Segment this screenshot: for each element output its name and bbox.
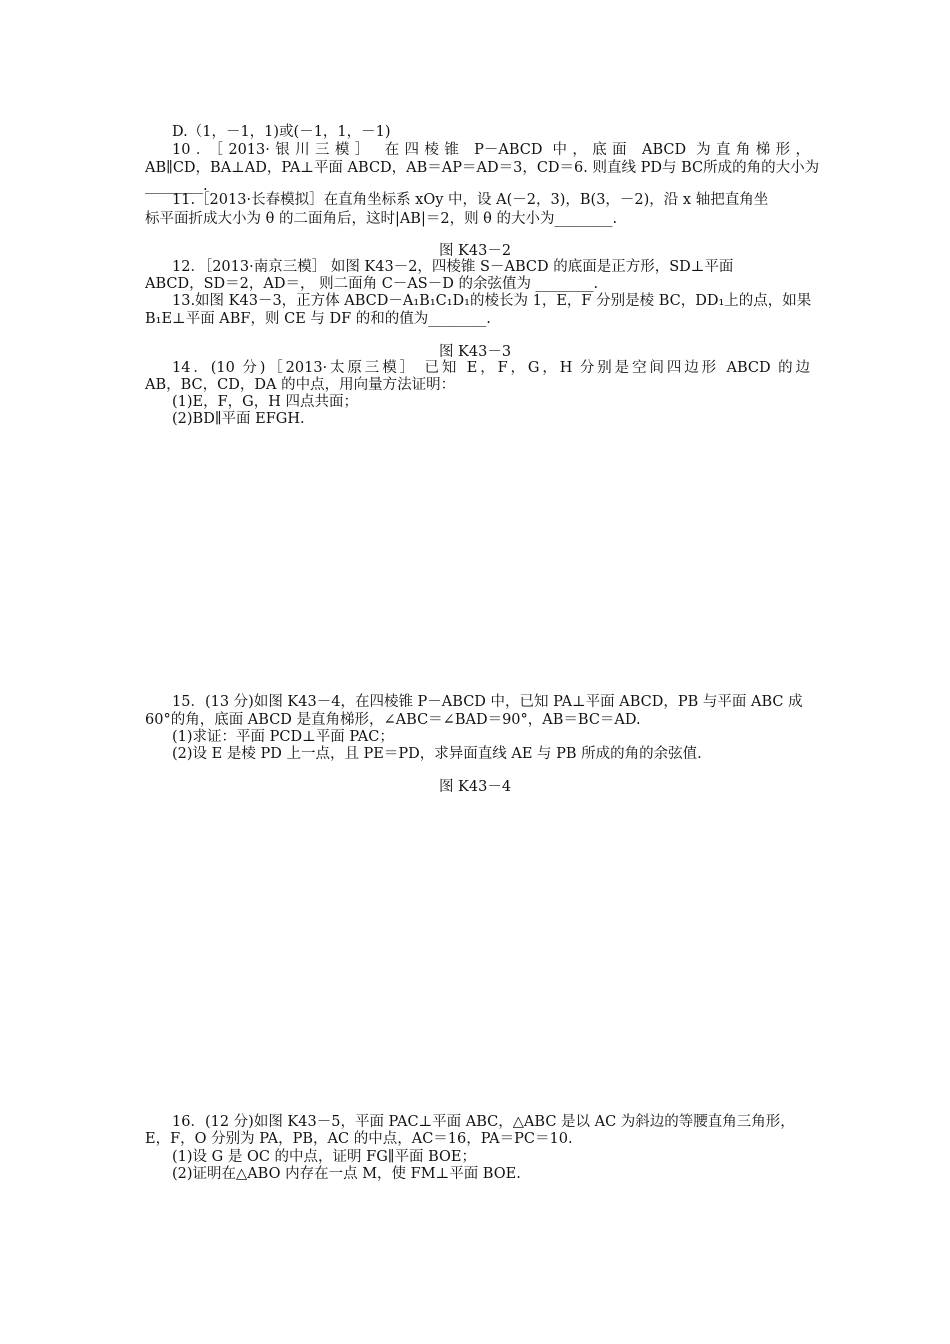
q14-part-2: (2)BD∥平面 EFGH. <box>172 411 305 427</box>
q15-part-2: (2)设 E 是棱 PD 上一点，且 PE＝PD，求异面直线 AE 与 PB 所成的角的余弦值. <box>172 746 702 762</box>
q14-part-1: (1)E，F，G，H 四点共面； <box>172 394 359 410</box>
q13-line-2: B₁E⊥平面 ABF，则 CE 与 DF 的和的值为________. <box>145 311 491 327</box>
q12-line-1: 12．［2013·南京三模］ 如图 K43－2，四棱锥 S－ABCD 的底面是正方形，SD⊥平面 <box>172 259 734 275</box>
q10-line-2: AB∥CD，BA⊥AD，PA⊥平面 ABCD，AB＝AP＝AD＝3，CD＝6. 则直线 PD与 BC所成的角的大小为 <box>145 160 820 176</box>
option-d-line: D.（1，－1，1)或(－1，1，－1) <box>172 124 391 140</box>
q10-line-3: ________. <box>145 178 208 194</box>
q13-line-1: 13.如图 K43－3，正方体 ABCD－A₁B₁C₁D₁的棱长为 1，E，F 分别是棱 BC，DD₁上的点，如果 <box>172 293 812 309</box>
q16-line-2: E，F，O 分别为 PA，PB，AC 的中点，AC＝16，PA＝PC＝10. <box>145 1131 573 1147</box>
q16-part-2: (2)证明在△ABO 内存在一点 M，使 FM⊥平面 BOE. <box>172 1166 521 1182</box>
q11-line-1: 11.［2013·长春模拟］在直角坐标系 xOy 中，设 A(－2，3)，B(3，－2)，沿 x 轴把直角坐 <box>172 192 769 208</box>
q14-line-1: 14．(10 分)［2013·太原三模］ 已知 E，F，G，H 分别是空间四边形 ABCD 的边 <box>172 360 810 376</box>
q10-line-1: 10．［2013·银川三模］ 在四棱锥 P－ABCD 中，底面 ABCD 为直角梯形， <box>172 142 810 158</box>
q16-line-1: 16．(12 分)如图 K43－5，平面 PAC⊥平面 ABC，△ABC 是以 AC 为斜边的等腰直角三角形， <box>172 1114 795 1130</box>
figure-caption-k43-4: 图 K43－4 <box>438 779 512 795</box>
q14-line-2: AB，BC，CD，DA 的中点，用向量方法证明： <box>145 377 456 393</box>
q15-line-1: 15．(13 分)如图 K43－4，在四棱锥 P－ABCD 中，已知 PA⊥平面 ABCD，PB 与平面 ABC 成 <box>172 694 803 710</box>
figure-caption-k43-2: 图 K43－2 <box>438 243 512 259</box>
q16-part-1: (1)设 G 是 OC 的中点，证明 FG∥平面 BOE； <box>172 1149 476 1165</box>
q12-line-2: ABCD，SD＝2，AD＝， 则二面角 C－AS－D 的余弦值为 ________. <box>145 276 599 292</box>
q15-line-2: 60°的角，底面 ABCD 是直角梯形，∠ABC＝∠BAD＝90°，AB＝BC＝AD. <box>145 712 641 728</box>
q15-part-1: (1)求证：平面 PCD⊥平面 PAC； <box>172 729 394 745</box>
q11-line-2: 标平面折成大小为 θ 的二面角后，这时|AB|＝2，则 θ 的大小为________. <box>145 211 618 227</box>
figure-caption-k43-3: 图 K43－3 <box>438 344 512 360</box>
